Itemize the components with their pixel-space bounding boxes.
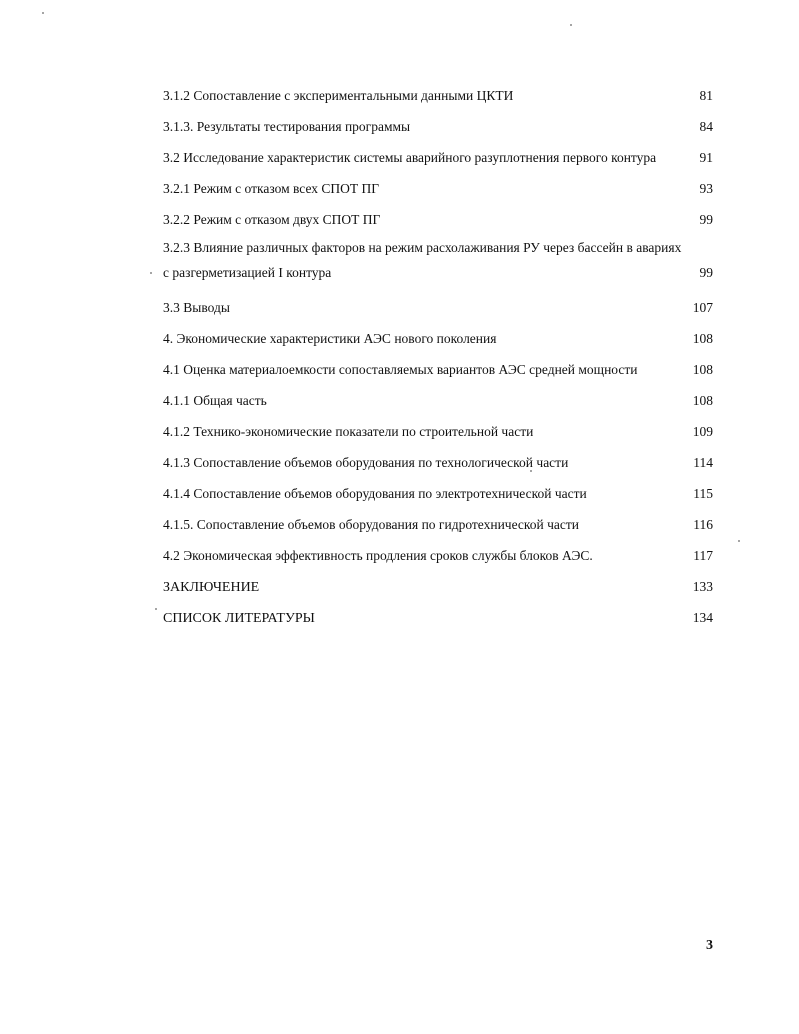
toc-entry (163, 173, 713, 204)
toc-entry-title: 3.2.1 Режим с отказом всех СПОТ ПГ (163, 181, 380, 196)
toc-entry (163, 354, 713, 385)
toc-entry-page: 107 (692, 300, 713, 315)
toc-entry-page: 99 (699, 212, 713, 227)
toc-entry-page: 134 (692, 610, 713, 625)
toc-entry-page: 109 (692, 424, 713, 439)
toc-entry-page: 133 (692, 579, 713, 594)
table-of-contents (163, 80, 713, 633)
toc-entry-title: 4.1.1 Общая часть (163, 393, 267, 408)
toc-entry-title: 4. Экономические характеристики АЭС нового поколения (163, 331, 497, 346)
toc-entry-title: 3.2.2 Режим с отказом двух СПОТ ПГ (163, 212, 381, 227)
toc-entry-page: 84 (699, 119, 713, 134)
toc-entry-title: 4.1.5. Сопоставление объемов оборудования по гидротехнической части (163, 517, 580, 532)
toc-entry-title: СПИСОК ЛИТЕРАТУРЫ (163, 611, 315, 626)
page-number: 3 (706, 938, 713, 953)
scan-speck (42, 12, 44, 14)
toc-entry (163, 509, 713, 540)
toc-entry-title: 3.2 Исследование характеристик системы аварийного разуплотнения первого контура (163, 150, 657, 165)
toc-entry (163, 292, 713, 323)
toc-entry-multiline (163, 235, 713, 292)
toc-entry-page: 108 (692, 393, 713, 408)
toc-entry-title: 4.1 Оценка материалоемкости сопоставляемых вариантов АЭС средней мощности (163, 362, 638, 377)
scan-speck (155, 608, 157, 610)
toc-entry-page: 108 (692, 331, 713, 346)
toc-entry-title-line2: с разгерметизацией I контура (163, 265, 332, 280)
scan-speck (570, 24, 572, 26)
toc-entry (163, 111, 713, 142)
scan-speck (530, 470, 532, 472)
toc-entry-title: 4.1.2 Технико-экономические показатели по строительной части (163, 424, 534, 439)
scan-speck (150, 272, 152, 274)
toc-entry-title: 3.3 Выводы (163, 300, 230, 315)
toc-entry-page: 91 (699, 150, 713, 165)
toc-entry-title: 4.2 Экономическая эффективность продления сроков службы блоков АЭС. (163, 548, 593, 563)
toc-entry (163, 142, 713, 173)
toc-entry-title: 4.1.4 Сопоставление объемов оборудования по электротехнической части (163, 486, 587, 501)
toc-entry (163, 602, 713, 633)
toc-entry (163, 323, 713, 354)
toc-entry-title: 3.1.3. Результаты тестирования программы (163, 119, 411, 134)
scan-speck (738, 540, 740, 542)
toc-entry-title: 3.1.2 Сопоставление с экспериментальными данными ЦКТИ (163, 88, 514, 103)
toc-entry-title: 4.1.3 Сопоставление объемов оборудования по технологической части (163, 455, 569, 470)
toc-entry (163, 447, 713, 478)
toc-entry-page: 93 (699, 181, 713, 196)
toc-entry-title: ЗАКЛЮЧЕНИЕ (163, 580, 260, 595)
toc-entry-page: 81 (699, 88, 713, 103)
toc-entry (163, 385, 713, 416)
toc-entry (163, 80, 713, 111)
toc-entry (163, 571, 713, 602)
toc-entry-page: 115 (693, 486, 713, 501)
toc-entry-page: 108 (692, 362, 713, 377)
toc-entry (163, 204, 713, 235)
toc-entry-title-line1: 3.2.3 Влияние различных факторов на режим расхолаживания РУ через бассейн в авариях (163, 240, 682, 255)
toc-entry-page: 117 (693, 548, 713, 563)
toc-entry (163, 540, 713, 571)
toc-entry (163, 416, 713, 447)
toc-entry-page: 114 (693, 455, 713, 470)
toc-entry-page: 99 (699, 265, 713, 280)
toc-entry-page: 116 (693, 517, 713, 532)
toc-entry (163, 478, 713, 509)
